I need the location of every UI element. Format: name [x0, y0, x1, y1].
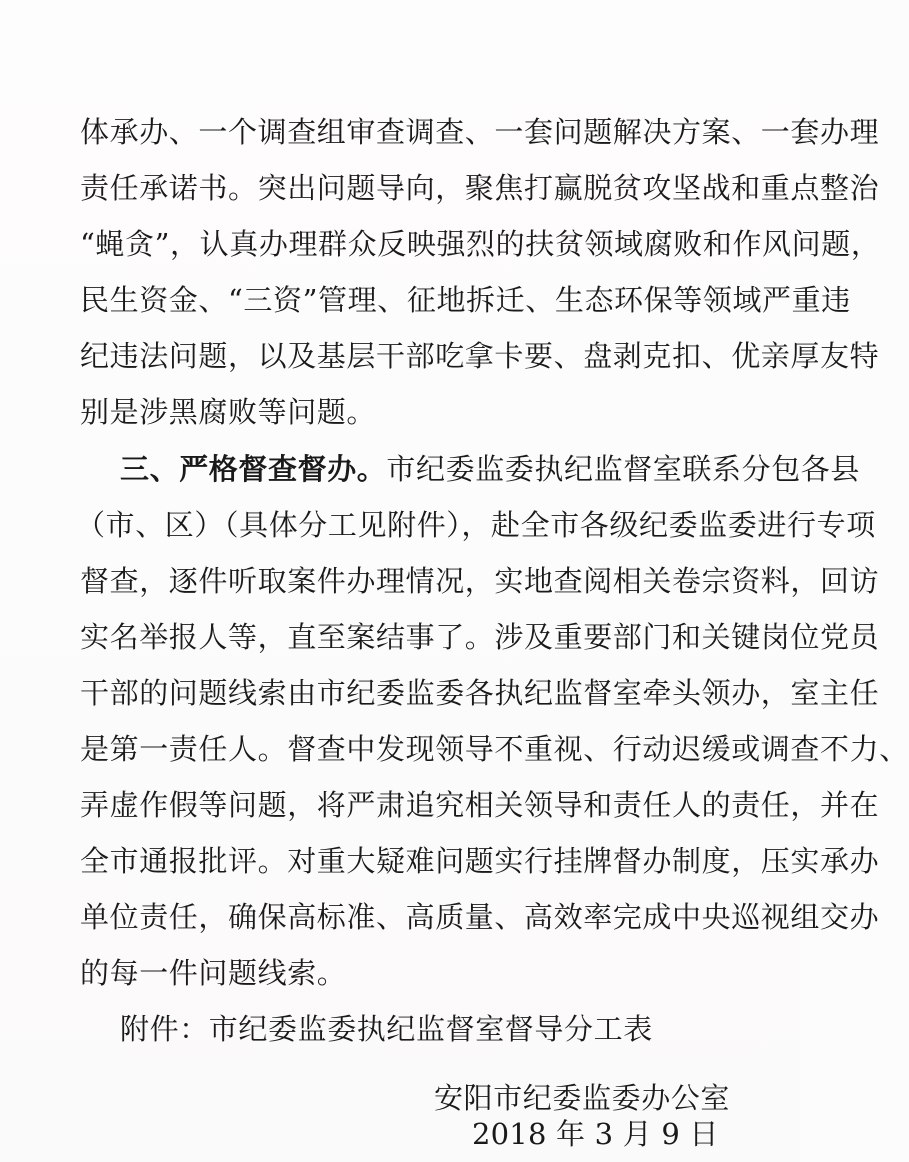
section-3-heading: 三、严格督查督办。: [120, 452, 387, 486]
signature-office: 安阳市纪委监委办公室: [434, 1081, 731, 1115]
section-3-line-7: 弄虚作假等问题，将严肃追究相关领导和责任人的责任，并在: [80, 788, 880, 822]
body-line-2: 责任承诺书。突出问题导向，聚焦打赢脱贫攻坚战和重点整治: [80, 171, 880, 205]
body-line-5: 纪违法问题，以及基层干部吃拿卡要、盘剥克扣、优亲厚友特: [80, 339, 880, 373]
body-line-1: 体承办、一个调查组审查调查、一套问题解决方案、一套办理: [80, 115, 880, 149]
section-3-first-line-text: 市纪委监委执纪监督室联系分包各县: [386, 452, 861, 486]
section-3-line-4: 实名举报人等，直至案结事了。涉及重要部门和关键岗位党员: [80, 620, 880, 654]
attachment-note: 附件：市纪委监委执纪监督室督导分工表: [120, 1012, 653, 1046]
body-line-4: 民生资金、“三资”管理、征地拆迁、生态环保等领域严重违: [80, 283, 851, 317]
section-3-line-9: 单位责任，确保高标准、高质量、高效率完成中央巡视组交办: [80, 900, 880, 934]
section-3-line-6: 是第一责任人。督查中发现领导不重视、行动迟缓或调查不力、: [80, 732, 909, 766]
section-3-line-8: 全市通报批评。对重大疑难问题实行挂牌督办制度，压实承办: [80, 844, 880, 878]
section-3-first-line: [120, 452, 861, 486]
signature-date: 2018 年 3 月 9 日: [472, 1117, 719, 1151]
body-line-3: “蝇贪”，认真办理群众反映强烈的扶贫领域腐败和作风问题，: [80, 227, 881, 261]
section-3-line-2: （市、区）（具体分工见附件），赴全市各级纪委监委进行专项: [76, 508, 876, 542]
section-3-line-5: 干部的问题线索由市纪委监委各执纪监督室牵头领办，室主任: [80, 676, 880, 710]
section-3-line-10: 的每一件问题线索。: [80, 956, 347, 990]
body-line-6: 别是涉黑腐败等问题。: [80, 395, 377, 429]
section-3-line-3: 督查，逐件听取案件办理情况，实地查阅相关卷宗资料，回访: [80, 564, 880, 598]
